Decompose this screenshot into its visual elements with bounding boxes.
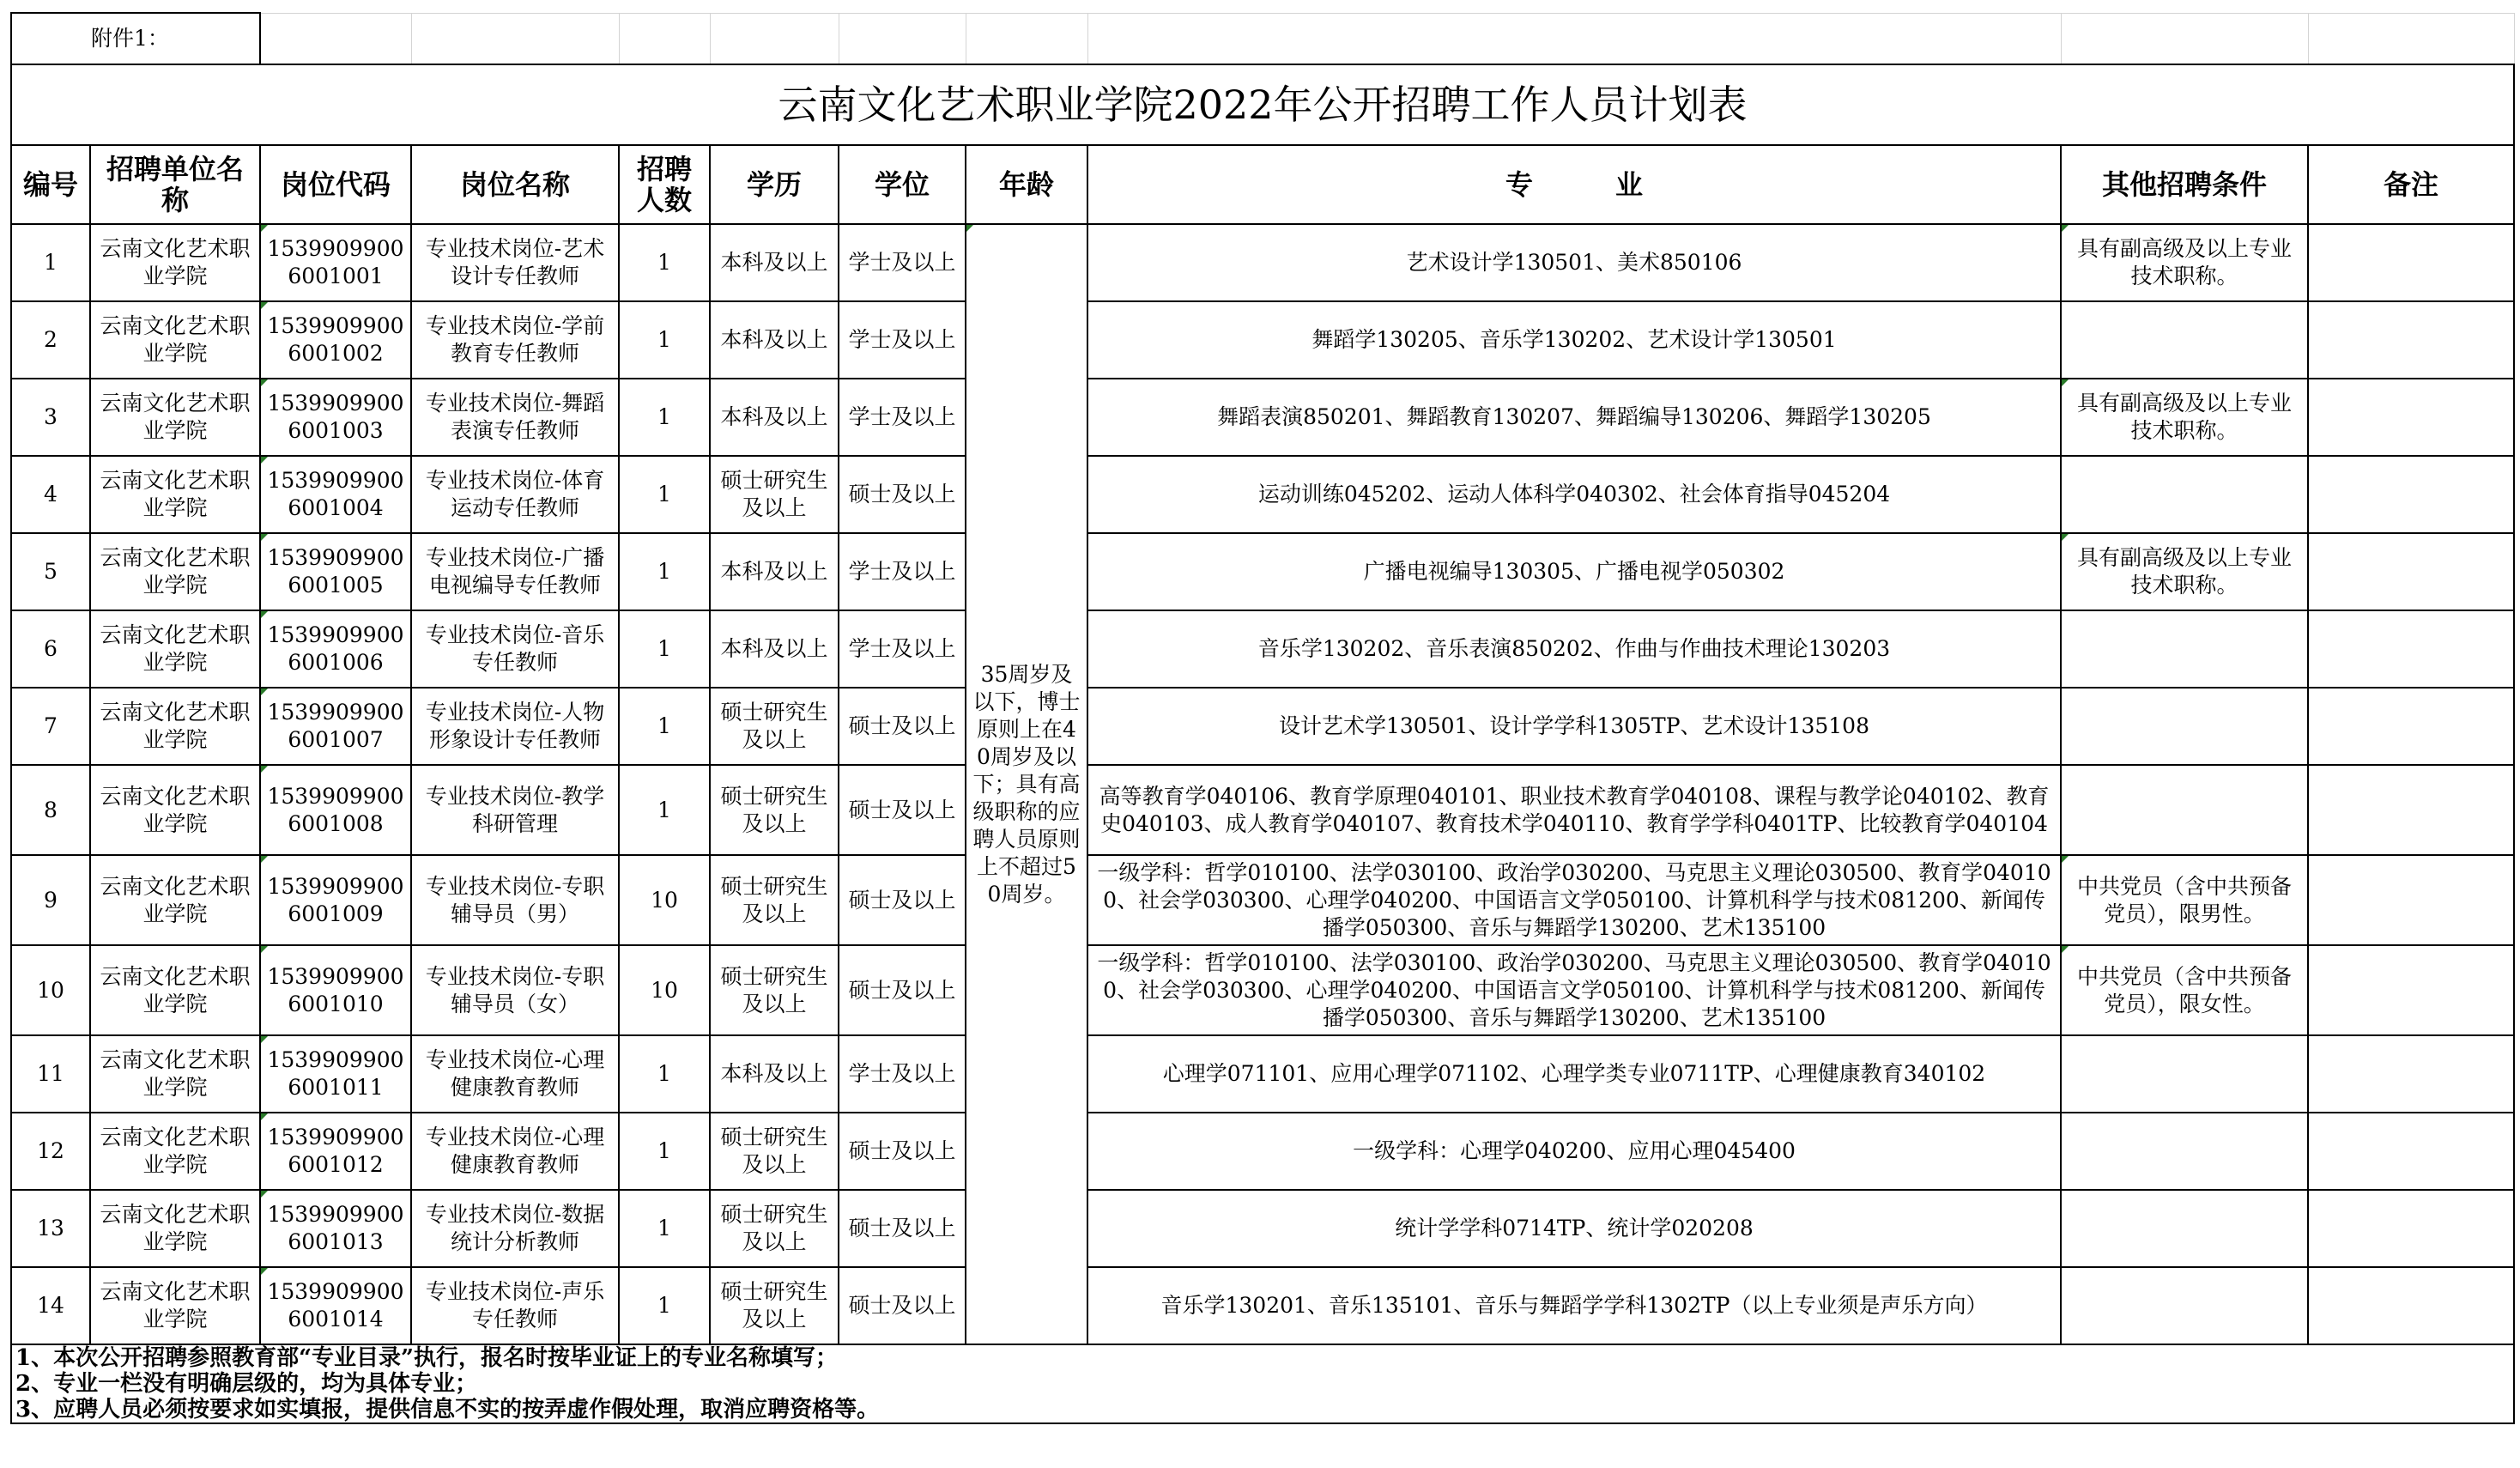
header-remark: 备注 [2308,145,2514,224]
row-no: 10 [11,945,90,1035]
row-degree: 学士及以上 [839,224,966,301]
row-education: 本科及以上 [710,610,839,688]
row-major: 音乐学130202、音乐表演850202、作曲与作曲技术理论130203 [1087,610,2061,688]
row-major: 广播电视编导130305、广播电视学050302 [1087,533,2061,610]
table-row [11,301,2514,379]
row-education: 硕士研究生及以上 [710,855,839,945]
row-position: 专业技术岗位-艺术设计专任教师 [411,224,619,301]
row-other [2061,456,2308,533]
note-text: 2、专业一栏没有明确层级的，均为具体专业； [11,1371,2514,1397]
table-row [11,855,2514,945]
row-no: 12 [11,1113,90,1190]
table-row [11,765,2514,855]
row-count: 10 [619,945,710,1035]
row-other: 中共党员（含中共预备党员），限女性。 [2061,945,2308,1035]
row-code: 15399099006001008 [260,765,411,855]
row-code: 15399099006001007 [260,688,411,765]
recruitment-plan-table [10,12,2515,1424]
row-no: 1 [11,224,90,301]
table-row [11,1035,2514,1113]
row-no: 4 [11,456,90,533]
row-education: 硕士研究生及以上 [710,1113,839,1190]
header-major: 专 业 [1087,145,2061,224]
row-degree: 硕士及以上 [839,945,966,1035]
row-degree: 硕士及以上 [839,688,966,765]
table-row [11,688,2514,765]
row-unit: 云南文化艺术职业学院 [90,855,260,945]
row-remark [2308,855,2514,945]
row-major: 高等教育学040106、教育学原理040101、职业技术教育学040108、课程与教学论040102、教育史040103、成人教育学040107、教育技术学040110、教育学学科0401TP、比较教育学040104 [1087,765,2061,855]
row-education: 本科及以上 [710,379,839,456]
row-education: 硕士研究生及以上 [710,688,839,765]
row-code: 15399099006001002 [260,301,411,379]
row-remark [2308,1035,2514,1113]
row-degree: 学士及以上 [839,610,966,688]
row-code: 15399099006001012 [260,1113,411,1190]
row-position: 专业技术岗位-音乐专任教师 [411,610,619,688]
row-unit: 云南文化艺术职业学院 [90,456,260,533]
page-title: 云南文化艺术职业学院2022年公开招聘工作人员计划表 [11,64,2514,145]
row-code: 15399099006001006 [260,610,411,688]
row-remark [2308,688,2514,765]
row-no: 6 [11,610,90,688]
row-other [2061,1267,2308,1344]
row-remark [2308,1267,2514,1344]
note-row [11,1344,2514,1371]
header-no: 编号 [11,145,90,224]
row-count: 1 [619,301,710,379]
row-code: 15399099006001014 [260,1267,411,1344]
row-education: 硕士研究生及以上 [710,1267,839,1344]
row-remark [2308,224,2514,301]
row-degree: 学士及以上 [839,533,966,610]
row-unit: 云南文化艺术职业学院 [90,945,260,1035]
row-other [2061,688,2308,765]
row-education: 本科及以上 [710,224,839,301]
table-row [11,533,2514,610]
row-education: 本科及以上 [710,301,839,379]
row-no: 8 [11,765,90,855]
row-position: 专业技术岗位-广播电视编导专任教师 [411,533,619,610]
row-remark [2308,945,2514,1035]
note-row [11,1397,2514,1423]
row-remark [2308,765,2514,855]
row-major: 舞蹈学130205、音乐学130202、艺术设计学130501 [1087,301,2061,379]
row-code: 15399099006001011 [260,1035,411,1113]
row-unit: 云南文化艺术职业学院 [90,1267,260,1344]
row-code: 15399099006001004 [260,456,411,533]
row-other: 中共党员（含中共预备党员），限男性。 [2061,855,2308,945]
row-position: 专业技术岗位-心理健康教育教师 [411,1035,619,1113]
row-code: 15399099006001003 [260,379,411,456]
row-no: 2 [11,301,90,379]
table-row [11,1267,2514,1344]
row-position: 专业技术岗位-专职辅导员（女） [411,945,619,1035]
table-row [11,456,2514,533]
row-major: 运动训练045202、运动人体科学040302、社会体育指导045204 [1087,456,2061,533]
row-no: 9 [11,855,90,945]
row-unit: 云南文化艺术职业学院 [90,533,260,610]
row-degree: 学士及以上 [839,379,966,456]
row-major: 一级学科：心理学040200、应用心理045400 [1087,1113,2061,1190]
row-count: 1 [619,1190,710,1267]
row-degree: 硕士及以上 [839,456,966,533]
row-remark [2308,533,2514,610]
header-education: 学历 [710,145,839,224]
table-row [11,610,2514,688]
row-major: 统计学学科0714TP、统计学020208 [1087,1190,2061,1267]
row-major: 舞蹈表演850201、舞蹈教育130207、舞蹈编导130206、舞蹈学130205 [1087,379,2061,456]
row-education: 硕士研究生及以上 [710,456,839,533]
header-count: 招聘人数 [619,145,710,224]
row-unit: 云南文化艺术职业学院 [90,1190,260,1267]
row-degree: 学士及以上 [839,301,966,379]
row-unit: 云南文化艺术职业学院 [90,224,260,301]
title-row [11,64,2514,145]
row-no: 7 [11,688,90,765]
row-code: 15399099006001010 [260,945,411,1035]
row-unit: 云南文化艺术职业学院 [90,1113,260,1190]
row-position: 专业技术岗位-学前教育专任教师 [411,301,619,379]
row-remark [2308,1113,2514,1190]
row-position: 专业技术岗位-教学科研管理 [411,765,619,855]
header-row [11,145,2514,224]
header-age: 年龄 [966,145,1087,224]
header-degree: 学位 [839,145,966,224]
row-count: 1 [619,688,710,765]
attachment-row [11,13,2514,64]
row-degree: 学士及以上 [839,1035,966,1113]
note-text: 1、本次公开招聘参照教育部“专业目录”执行，报名时按毕业证上的专业名称填写； [11,1344,2514,1371]
table-row [11,1113,2514,1190]
row-other [2061,1113,2308,1190]
row-other: 具有副高级及以上专业技术职称。 [2061,533,2308,610]
row-other [2061,1035,2308,1113]
row-position: 专业技术岗位-专职辅导员（男） [411,855,619,945]
row-count: 1 [619,1035,710,1113]
row-no: 11 [11,1035,90,1113]
row-education: 本科及以上 [710,1035,839,1113]
row-other [2061,1190,2308,1267]
row-degree: 硕士及以上 [839,1113,966,1190]
row-no: 3 [11,379,90,456]
row-remark [2308,1190,2514,1267]
row-count: 10 [619,855,710,945]
row-degree: 硕士及以上 [839,1190,966,1267]
row-major: 设计艺术学130501、设计学学科1305TP、艺术设计135108 [1087,688,2061,765]
row-position: 专业技术岗位-人物形象设计专任教师 [411,688,619,765]
row-count: 1 [619,224,710,301]
row-unit: 云南文化艺术职业学院 [90,765,260,855]
row-count: 1 [619,765,710,855]
row-major: 一级学科：哲学010100、法学030100、政治学030200、马克思主义理论030500、教育学040100、社会学030300、心理学040200、中国语言文学050100、计算机科学与技术081200、新闻传播学050300、音乐与舞蹈学130200、艺术135100 [1087,945,2061,1035]
row-major: 一级学科：哲学010100、法学030100、政治学030200、马克思主义理论030500、教育学040100、社会学030300、心理学040200、中国语言文学050100、计算机科学与技术081200、新闻传播学050300、音乐与舞蹈学130200、艺术135100 [1087,855,2061,945]
row-degree: 硕士及以上 [839,855,966,945]
row-major: 心理学071101、应用心理学071102、心理学类专业0711TP、心理健康教育340102 [1087,1035,2061,1113]
row-degree: 硕士及以上 [839,765,966,855]
row-count: 1 [619,610,710,688]
row-education: 本科及以上 [710,533,839,610]
row-count: 1 [619,1113,710,1190]
header-other: 其他招聘条件 [2061,145,2308,224]
row-education: 硕士研究生及以上 [710,1190,839,1267]
table-row [11,945,2514,1035]
row-no: 5 [11,533,90,610]
row-other: 具有副高级及以上专业技术职称。 [2061,224,2308,301]
row-position: 专业技术岗位-数据统计分析教师 [411,1190,619,1267]
row-count: 1 [619,456,710,533]
row-count: 1 [619,379,710,456]
header-position: 岗位名称 [411,145,619,224]
attachment-label: 附件1： [11,13,260,64]
row-major: 艺术设计学130501、美术850106 [1087,224,2061,301]
note-row [11,1371,2514,1397]
row-unit: 云南文化艺术职业学院 [90,688,260,765]
row-other [2061,765,2308,855]
note-text: 3、应聘人员必须按要求如实填报，提供信息不实的按弄虚作假处理，取消应聘资格等。 [11,1397,2514,1423]
row-remark [2308,456,2514,533]
table-row [11,224,2514,301]
row-remark [2308,301,2514,379]
row-education: 硕士研究生及以上 [710,945,839,1035]
row-remark [2308,379,2514,456]
row-position: 专业技术岗位-体育运动专任教师 [411,456,619,533]
row-degree: 硕士及以上 [839,1267,966,1344]
row-code: 15399099006001009 [260,855,411,945]
row-position: 专业技术岗位-舞蹈表演专任教师 [411,379,619,456]
row-position: 专业技术岗位-心理健康教育教师 [411,1113,619,1190]
row-unit: 云南文化艺术职业学院 [90,610,260,688]
age-requirement: 35周岁及以下，博士原则上在40周岁及以下；具有高级职称的应聘人员原则上不超过50周岁。 [966,224,1087,1344]
row-code: 15399099006001005 [260,533,411,610]
row-count: 1 [619,533,710,610]
row-position: 专业技术岗位-声乐专任教师 [411,1267,619,1344]
recruitment-plan-sheet [10,12,2513,1424]
row-other: 具有副高级及以上专业技术职称。 [2061,379,2308,456]
row-unit: 云南文化艺术职业学院 [90,379,260,456]
header-code: 岗位代码 [260,145,411,224]
row-no: 14 [11,1267,90,1344]
row-count: 1 [619,1267,710,1344]
row-other [2061,301,2308,379]
row-unit: 云南文化艺术职业学院 [90,1035,260,1113]
table-row [11,379,2514,456]
row-other [2061,610,2308,688]
row-education: 硕士研究生及以上 [710,765,839,855]
row-major: 音乐学130201、音乐135101、音乐与舞蹈学学科1302TP（以上专业须是声乐方向） [1087,1267,2061,1344]
header-unit: 招聘单位名称 [90,145,260,224]
row-no: 13 [11,1190,90,1267]
row-remark [2308,610,2514,688]
row-code: 15399099006001001 [260,224,411,301]
row-unit: 云南文化艺术职业学院 [90,301,260,379]
table-row [11,1190,2514,1267]
row-code: 15399099006001013 [260,1190,411,1267]
